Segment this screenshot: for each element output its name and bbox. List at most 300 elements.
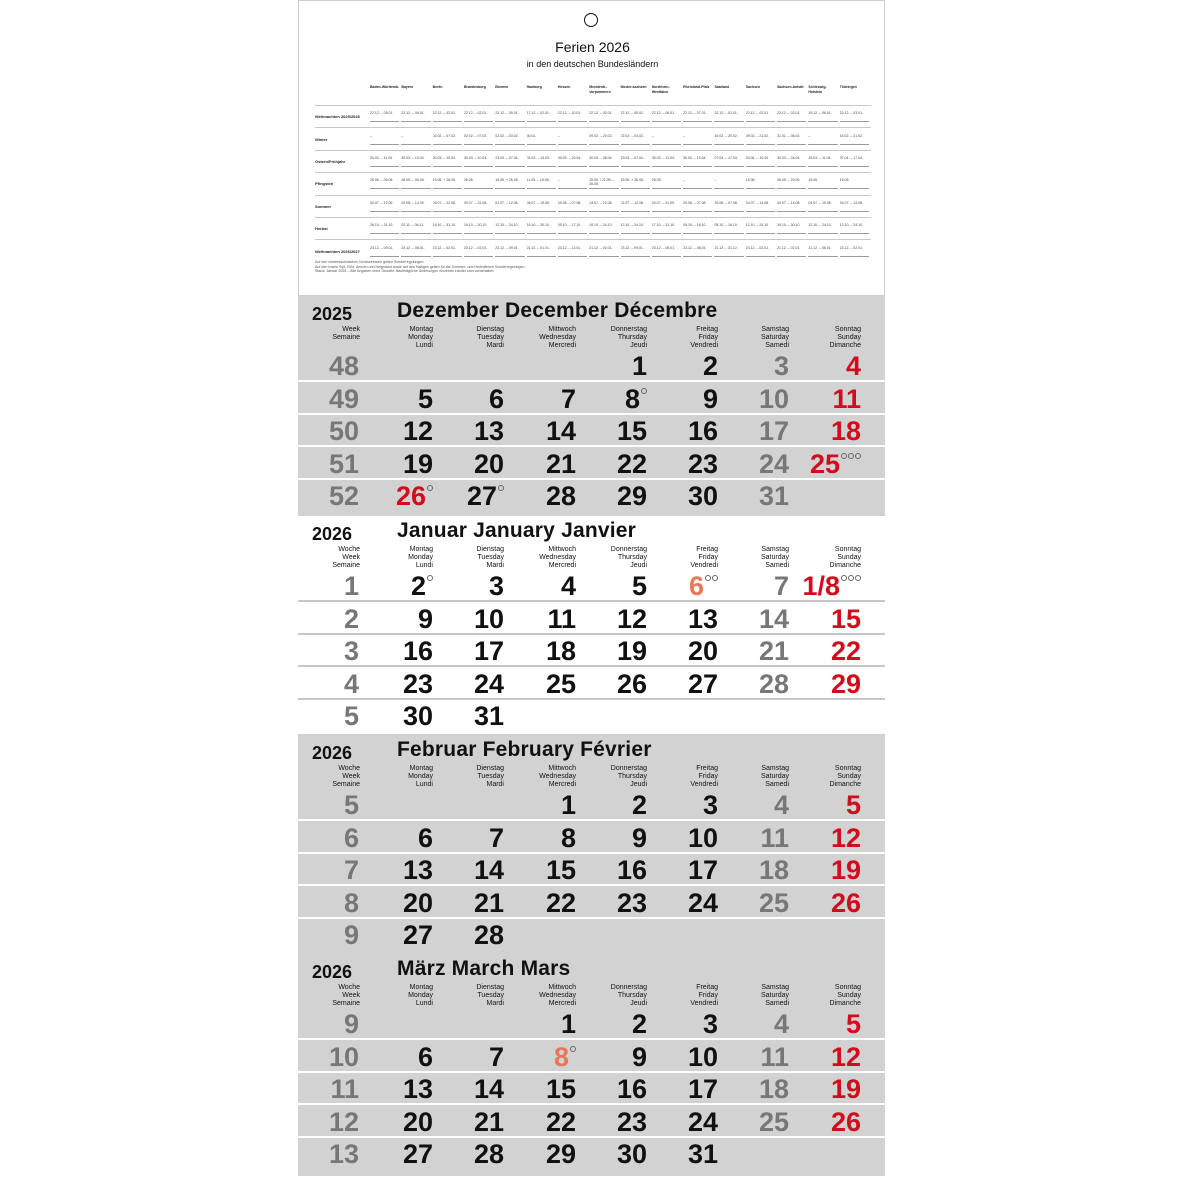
vacation-dates: 22.12. – 05.01.: [401, 111, 430, 122]
week-number: 48: [328, 351, 359, 381]
day-label: Sonntag Sunday Dimanche: [829, 765, 861, 788]
day-number: 26: [830, 887, 861, 918]
vacation-dates: 07.04. – 17.04.: [714, 156, 743, 167]
week-row: [298, 789, 885, 821]
day-number: 5: [845, 790, 861, 820]
vacation-dates: 31.01. – 06.02.: [777, 134, 806, 145]
state-header: Schleswig-Holstein: [808, 85, 827, 94]
day-number: 12: [402, 416, 433, 446]
day-label: Sonntag Sunday Dimanche: [829, 984, 861, 1007]
month-header: [298, 516, 885, 568]
day-number: 16: [616, 855, 647, 885]
day-number: 25: [781, 449, 861, 479]
vacation-dates: 02.02. – 07.02.: [433, 134, 462, 145]
holiday-marker-icon: [855, 453, 861, 459]
vacation-dates: –: [683, 134, 712, 145]
day-label: Dienstag Tuesday Mardi: [476, 326, 504, 349]
day-number: 10: [687, 1041, 718, 1072]
day-number: 24: [473, 668, 504, 699]
day-number: 11: [760, 822, 789, 853]
vacation-dates: 23.12. – 09.01.: [495, 246, 524, 257]
vacation-note: Auf den Inseln Sylt, Föhr, Amrum und Helgoland sowie auf den Halligen gelten für die Sommer- und Herbstferien Sonderregelungen.: [315, 264, 526, 269]
month-header: [298, 296, 885, 348]
week-label: Woche Week Semaine: [332, 546, 360, 569]
vacation-dates: 02.02. – 03.02.: [621, 134, 650, 145]
vacation-dates: 03.08. – 14.09.: [401, 201, 430, 212]
vacation-row: [315, 127, 871, 149]
vacation-dates: 19.10. – 30.10.: [464, 223, 493, 234]
week-row: [298, 1041, 885, 1073]
week-number: 8: [343, 887, 359, 918]
vacation-dates: 15.05.: [746, 178, 775, 189]
vacation-dates: 04.07. – 14.08.: [840, 201, 869, 212]
week-row: [298, 415, 885, 447]
vacation-dates: 21.12. – 02.01.: [777, 246, 806, 257]
day-number: 25: [758, 887, 789, 918]
day-number: 15: [830, 603, 861, 634]
week-row: [298, 919, 885, 951]
day-number: 8: [567, 384, 647, 414]
day-number: 13: [402, 1074, 433, 1104]
day-number: 26: [830, 1106, 861, 1137]
month-header: [298, 735, 885, 787]
month-year: 2025: [312, 304, 353, 324]
day-number: 18: [830, 416, 861, 446]
vacation-dates: 23.12. – 08.01.: [683, 246, 712, 257]
vacation-row: [315, 217, 871, 239]
vacation-dates: 30.03. – 11.04.: [652, 156, 681, 167]
vacation-dates: –: [558, 134, 587, 145]
vacation-dates: 21.12. – 31.12.: [714, 246, 743, 257]
day-label: Freitag Friday Vendredi: [690, 546, 718, 569]
vacation-dates: 02.02. – 03.02.: [495, 134, 524, 145]
day-number: 27: [424, 481, 504, 511]
vacation-dates: 22.12. – 02.01.: [777, 111, 806, 122]
state-header: Baden-Württemb.: [370, 85, 400, 89]
day-label: Dienstag Tuesday Mardi: [476, 765, 504, 788]
vacation-name: Herbst: [315, 226, 328, 232]
day-number: 8: [560, 822, 576, 853]
day-number: 31: [473, 701, 504, 731]
vacation-dates: 15.05.: [840, 178, 869, 189]
day-number: 13: [473, 416, 504, 446]
day-number: 19: [616, 636, 647, 666]
week-number: 9: [343, 1009, 359, 1039]
vacation-dates: 22.12. – 02.01.: [714, 111, 743, 122]
vacation-dates: 26.05. – 05.06.: [370, 178, 399, 189]
vacation-dates: 30.03. – 10.04.: [433, 156, 462, 167]
week-number: 5: [343, 701, 359, 731]
vacation-dates: 23.12. – 09.01.: [370, 246, 399, 257]
week-number: 6: [343, 822, 359, 853]
day-number: 8: [496, 1042, 576, 1072]
state-header: Hessen: [557, 85, 571, 89]
vacation-dates: 05.10. – 16.10.: [714, 223, 743, 234]
day-number: 23: [687, 448, 718, 479]
day-number: 23: [616, 1106, 647, 1137]
vacation-dates: –: [370, 134, 399, 145]
state-header: Saarland: [714, 85, 730, 89]
vacation-dates: 30.03. – 10.04.: [558, 156, 587, 167]
day-number: 31: [758, 481, 789, 511]
day-number: 7: [488, 822, 504, 853]
vacation-header-card: [298, 0, 885, 296]
month-name: Januar January Janvier: [397, 519, 637, 542]
day-number: 5: [845, 1009, 861, 1039]
day-label: Mittwoch Wednesday Mercredi: [539, 765, 576, 788]
vacation-dates: –: [558, 178, 587, 189]
vacation-dates: 19.10. – 30.10.: [777, 223, 806, 234]
state-header: Thüringen: [839, 85, 857, 89]
vacation-dates: 02.07. – 12.08.: [495, 201, 524, 212]
vacation-dates: 12.10. – 24.10.: [621, 223, 650, 234]
day-number: 22: [545, 887, 576, 918]
vacation-dates: 26.03. – 11.04.: [808, 156, 837, 167]
state-header: Berlin: [432, 85, 443, 89]
day-number: 9: [702, 383, 718, 414]
vacation-dates: 02.02. – 07.02.: [464, 134, 493, 145]
state-header: Sachsen-Anhalt: [777, 85, 804, 89]
vacation-dates: 30.01.: [527, 134, 556, 145]
vacation-dates: 21.12. – 01.01.: [527, 246, 556, 257]
state-header: Nordrhein-Westfalen: [651, 85, 670, 94]
day-label: Mittwoch Wednesday Mercredi: [539, 546, 576, 569]
day-number: 24: [758, 448, 789, 479]
day-number: 20: [402, 887, 433, 918]
vacation-dates: 12.10. – 24.10.: [495, 223, 524, 234]
day-number: 4: [845, 351, 861, 381]
day-number: 27: [402, 920, 433, 950]
vacation-dates: 22.12. – 10.01.: [558, 111, 587, 122]
day-number: 9: [631, 822, 647, 853]
day-label: Donnerstag Thursday Jeudi: [610, 984, 647, 1007]
week-number: 10: [328, 1041, 359, 1072]
week-number: 49: [328, 383, 359, 414]
day-number: 7: [773, 571, 789, 601]
day-number: 27: [687, 668, 718, 699]
day-number: 20: [473, 448, 504, 479]
day-number: 19: [402, 448, 433, 479]
vacation-dates: 15.05. + 26.05.: [621, 178, 650, 189]
vacation-dates: 22.12. – 05.01.: [370, 111, 399, 122]
day-number: 3: [702, 1009, 718, 1039]
week-row: [298, 1106, 885, 1138]
vacation-notes: [315, 260, 871, 274]
day-label: Montag Monday Lundi: [408, 326, 433, 349]
week-number: 7: [343, 855, 359, 885]
day-number: 18: [545, 636, 576, 666]
vacation-dates: 09.07. – 22.08.: [464, 201, 493, 212]
day-number: 22: [830, 636, 861, 666]
day-number: 15: [616, 416, 647, 446]
month-name: Dezember December Décembre: [397, 299, 718, 322]
day-label: Freitag Friday Vendredi: [690, 984, 718, 1007]
day-number: 6: [488, 383, 504, 414]
vacation-dates: 30.03. – 10.04.: [683, 156, 712, 167]
day-number: 18: [758, 1074, 789, 1104]
day-number: 23: [402, 668, 433, 699]
day-number: 28: [473, 1139, 504, 1169]
day-number: 29: [830, 668, 861, 699]
vacation-table-corner: [315, 85, 370, 105]
week-label: Woche Week Semaine: [332, 984, 360, 1007]
day-label: Dienstag Tuesday Mardi: [476, 546, 504, 569]
day-label: Sonntag Sunday Dimanche: [829, 326, 861, 349]
vacation-name: Winter: [315, 136, 328, 142]
month-section: [298, 515, 885, 735]
day-label: Donnerstag Thursday Jeudi: [610, 765, 647, 788]
week-number: 5: [343, 790, 359, 820]
calendar-sheet: [298, 0, 885, 1176]
month-name: Februar February Février: [397, 738, 652, 761]
week-number: 11: [330, 1074, 359, 1104]
vacation-name: Weihnachten 2025/2026: [315, 114, 360, 120]
day-label: Mittwoch Wednesday Mercredi: [539, 326, 576, 349]
vacation-dates: 04.07. – 14.08.: [777, 201, 806, 212]
vacation-dates: 16.02. – 21.02.: [840, 134, 869, 145]
month-section: [298, 954, 885, 1176]
day-number: 9: [631, 1041, 647, 1072]
vacation-row: [315, 150, 871, 172]
month-year: 2026: [312, 524, 353, 544]
day-label: Montag Monday Lundi: [408, 984, 433, 1007]
vacation-dates: 26.05.: [464, 178, 493, 189]
state-header: Bremen: [495, 85, 509, 89]
vacation-dates: 13.07. – 22.08.: [589, 201, 618, 212]
day-number: 26: [616, 668, 647, 699]
vacation-dates: 19.10. – 31.10.: [433, 223, 462, 234]
day-number: 16: [687, 416, 718, 446]
day-number: 28: [758, 668, 789, 699]
day-number: 20: [687, 636, 718, 666]
vacation-subtitle: in den deutschen Bundesländern: [526, 59, 659, 69]
vacation-dates: 02.11. – 06.11.: [401, 223, 430, 234]
day-number: 21: [545, 448, 576, 479]
week-label: Woche Week Semaine: [332, 765, 360, 788]
vacation-dates: 09.07. – 22.08.: [433, 201, 462, 212]
vacation-dates: 26.10. – 31.10.: [370, 223, 399, 234]
vacation-dates: –: [808, 134, 837, 145]
vacation-dates: 23.12. – 09.01.: [621, 246, 650, 257]
day-number: 15: [545, 855, 576, 885]
day-number: 14: [473, 855, 504, 885]
day-number: 16: [402, 636, 433, 666]
day-number: 2: [702, 351, 718, 381]
day-label: Mittwoch Wednesday Mercredi: [539, 984, 576, 1007]
day-number: 22: [545, 1106, 576, 1137]
vacation-dates: 11.05. – 15.05.: [527, 178, 556, 189]
day-number: 3: [702, 790, 718, 820]
vacation-table-header: [315, 85, 871, 105]
week-row: [298, 1073, 885, 1105]
week-number: 13: [328, 1139, 359, 1169]
vacation-dates: 04.07. – 14.08.: [746, 201, 775, 212]
day-number: 11: [760, 1041, 789, 1072]
day-label: Samstag Saturday Samedi: [760, 546, 789, 569]
vacation-dates: 09.02. – 21.02.: [746, 134, 775, 145]
day-number: 1: [560, 790, 576, 820]
vacation-dates: 23.12. – 02.01.: [746, 246, 775, 257]
day-number: 6: [417, 1041, 433, 1072]
vacation-dates: 22.12. – 03.01.: [840, 111, 869, 122]
holiday-marker-icon: [855, 575, 861, 581]
day-number: 2: [631, 1009, 647, 1039]
day-number: 5: [631, 571, 647, 601]
vacation-dates: 20.07. – 01.09.: [652, 201, 681, 212]
vacation-dates: 09.02. – 20.02.: [589, 134, 618, 145]
day-label: Samstag Saturday Samedi: [760, 765, 789, 788]
vacation-dates: 22.12. – 02.01.: [433, 111, 462, 122]
day-number: 20: [402, 1106, 433, 1137]
week-number: 2: [343, 603, 359, 634]
day-label: Donnerstag Thursday Jeudi: [610, 546, 647, 569]
day-number: 12: [830, 822, 861, 853]
vacation-dates: 23.12. – 02.01.: [464, 246, 493, 257]
week-row: [298, 1008, 885, 1040]
vacation-dates: 29.06. – 07.08.: [683, 201, 712, 212]
month-section: [298, 296, 885, 515]
day-number: 28: [545, 481, 576, 511]
holiday-marker-icon: [841, 453, 847, 459]
holiday-marker-icon: [848, 575, 854, 581]
day-number: 25: [545, 668, 576, 699]
vacation-dates: 23.03. – 07.04.: [495, 156, 524, 167]
day-number: 1/8: [781, 571, 861, 601]
week-label: Week Semaine: [332, 326, 360, 341]
vacation-dates: 23.12. – 02.01.: [433, 246, 462, 257]
week-row: [298, 635, 885, 667]
vacation-dates: 22.12. – 02.01.: [464, 111, 493, 122]
day-number: 21: [758, 636, 789, 666]
hanging-hole-icon: [584, 13, 598, 27]
day-number: 14: [473, 1074, 504, 1104]
week-number: 9: [343, 920, 359, 950]
vacation-dates: 30.03. – 11.04.: [370, 156, 399, 167]
day-number: 21: [473, 887, 504, 918]
vacation-dates: 19.10. – 30.10.: [527, 223, 556, 234]
day-label: Sonntag Sunday Dimanche: [829, 546, 861, 569]
vacation-dates: 30.03. – 08.04.: [589, 156, 618, 167]
day-label: Dienstag Tuesday Mardi: [476, 984, 504, 1007]
vacation-row: [315, 105, 871, 127]
day-number: 17: [758, 416, 789, 446]
vacation-dates: 23.03. – 07.04.: [621, 156, 650, 167]
vacation-dates: –: [683, 178, 712, 189]
day-number: 10: [687, 822, 718, 853]
day-label: Freitag Friday Vendredi: [690, 326, 718, 349]
vacation-dates: 23.12. – 02.01.: [840, 246, 869, 257]
day-label: Samstag Saturday Samedi: [760, 326, 789, 349]
day-label: Donnerstag Thursday Jeudi: [610, 326, 647, 349]
vacation-dates: 21.12. – 02.01.: [589, 246, 618, 257]
day-number: 1: [560, 1009, 576, 1039]
vacation-dates: 29.06. – 07.08.: [558, 201, 587, 212]
day-number: 7: [560, 383, 576, 414]
vacation-dates: 22.12. – 05.01.: [495, 111, 524, 122]
week-number: 4: [343, 668, 359, 699]
day-number: 31: [687, 1139, 718, 1169]
vacation-dates: 03.04. – 10.04.: [746, 156, 775, 167]
state-header: Brandenburg: [463, 85, 486, 89]
day-number: 3: [773, 351, 789, 381]
day-number: 30: [402, 701, 433, 731]
vacation-dates: 15.05. / 22.05. – 26.05.: [589, 178, 618, 189]
day-number: 22: [616, 448, 647, 479]
state-header: Rheinland-Pfalz: [683, 85, 710, 89]
week-row: [298, 700, 885, 732]
day-number: 2: [631, 790, 647, 820]
vacation-dates: 22.12. – 06.01.: [652, 111, 681, 122]
vacation-dates: 29.06. – 07.08.: [714, 201, 743, 212]
vacation-dates: 17.12. – 02.01.: [527, 111, 556, 122]
week-row: [298, 448, 885, 480]
vacation-dates: –: [652, 134, 681, 145]
vacation-dates: –: [714, 178, 743, 189]
day-number: 11: [832, 383, 861, 414]
week-number: 52: [328, 481, 359, 511]
vacation-dates: 16.02. – 20.02.: [714, 134, 743, 145]
day-number: 18: [758, 855, 789, 885]
week-row: [298, 668, 885, 700]
day-number: 12: [616, 603, 647, 634]
day-number: 3: [488, 571, 504, 601]
day-label: Montag Monday Lundi: [408, 546, 433, 569]
vacation-dates: 12.10. – 24.10.: [840, 223, 869, 234]
state-header: Sachsen: [745, 85, 761, 89]
vacation-dates: 17.10. – 31.10.: [652, 223, 681, 234]
day-number: 26: [353, 481, 433, 511]
vacation-dates: 12.10. – 24.10.: [746, 223, 775, 234]
day-number: 1: [631, 351, 647, 381]
vacation-dates: 02.07. – 12.08.: [621, 201, 650, 212]
week-number: 51: [328, 448, 359, 479]
vacation-dates: –: [401, 134, 430, 145]
day-number: 21: [473, 1106, 504, 1137]
day-number: 30: [687, 481, 718, 511]
day-number: 15: [545, 1074, 576, 1104]
week-row: [298, 480, 885, 512]
vacation-row: [315, 172, 871, 194]
week-number: 12: [328, 1106, 359, 1137]
day-number: 29: [616, 481, 647, 511]
vacation-dates: 26.05.: [652, 178, 681, 189]
vacation-dates: 22.12. – 05.01.: [621, 111, 650, 122]
day-number: 24: [687, 1106, 718, 1137]
state-header: Hamburg: [526, 85, 542, 89]
vacation-dates: 05.10. – 17.10.: [558, 223, 587, 234]
vacation-dates: 22.12. – 02.01.: [589, 111, 618, 122]
vacation-note: Stand: Januar 2025 – Alle Angaben ohne Gewähr. Nachträgliche Änderungen einzelner Länder sind vorbehalten.: [315, 269, 495, 274]
vacation-dates: 15.05. + 26.05.: [433, 178, 462, 189]
vacation-dates: 22.12. – 02.01.: [746, 111, 775, 122]
day-label: Montag Monday Lundi: [408, 765, 433, 788]
vacation-dates: 09.07. – 19.08.: [527, 201, 556, 212]
week-number: 50: [328, 416, 359, 446]
day-number: 11: [547, 603, 576, 634]
month-section: [298, 735, 885, 954]
day-number: 17: [687, 855, 718, 885]
day-number: 16: [616, 1074, 647, 1104]
week-row: [298, 603, 885, 635]
week-row: [298, 570, 885, 602]
day-number: 14: [758, 603, 789, 634]
day-number: 4: [773, 1009, 789, 1039]
vacation-note: Auf den niedersächsischen Nordseeinseln gelten Sonderregelungen.: [315, 260, 425, 264]
day-number: 5: [417, 383, 433, 414]
day-number: 25: [758, 1106, 789, 1137]
vacation-dates: 30.03. – 10.04.: [464, 156, 493, 167]
vacation-name: Ostern/Frühjahr: [315, 158, 346, 164]
